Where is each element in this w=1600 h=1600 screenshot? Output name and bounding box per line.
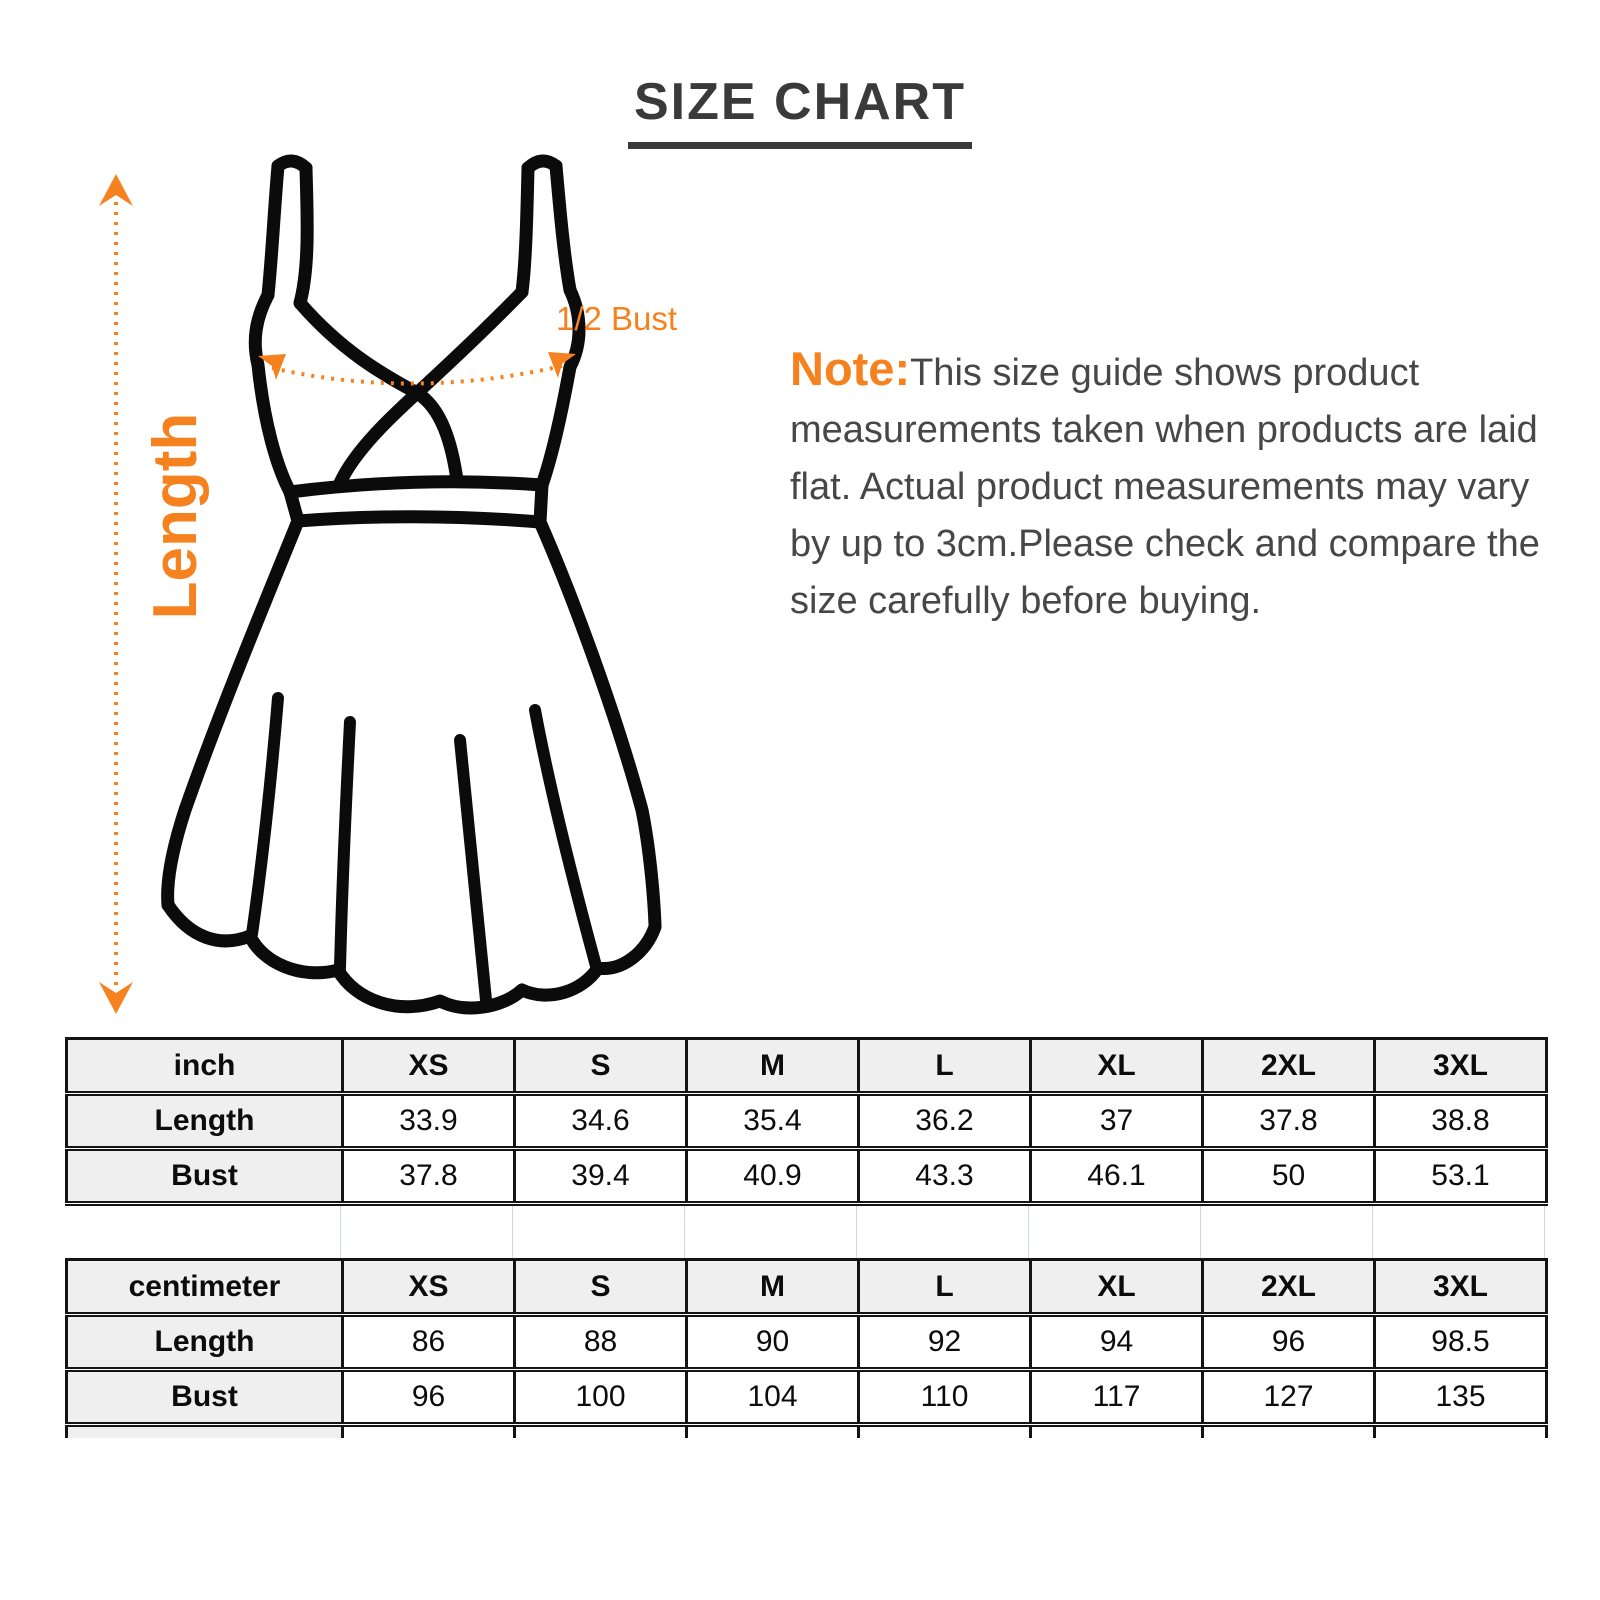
value-cell: 53.1 bbox=[1375, 1149, 1547, 1204]
value-cell: 39.4 bbox=[515, 1149, 687, 1204]
value-cell: 34.6 bbox=[515, 1094, 687, 1149]
size-header-cell: L bbox=[859, 1039, 1031, 1094]
note-body: This size guide shows product measurements taken when products are laid flat. Actual product measurements may vary by up to 3cm.Please check and compare the size carefully before buying. bbox=[790, 352, 1540, 622]
table-row bbox=[67, 1370, 1547, 1425]
size-table-inch bbox=[65, 1037, 1548, 1206]
size-header-cell: XL bbox=[1031, 1039, 1203, 1094]
value-cell: 110 bbox=[859, 1370, 1031, 1425]
value-cell: 86 bbox=[343, 1315, 515, 1370]
value-cell: 92 bbox=[859, 1315, 1031, 1370]
value-cell: 33.9 bbox=[343, 1094, 515, 1149]
value-cell: 88 bbox=[515, 1315, 687, 1370]
table-row bbox=[67, 1315, 1547, 1370]
note-text bbox=[790, 340, 1552, 630]
row-label-cell: Length bbox=[67, 1315, 343, 1370]
value-cell: 96 bbox=[1203, 1315, 1375, 1370]
unit-header-cell: centimeter bbox=[67, 1260, 343, 1315]
length-arrow-icon bbox=[95, 168, 139, 1020]
size-header-cell: L bbox=[859, 1260, 1031, 1315]
value-cell: 43.3 bbox=[859, 1149, 1031, 1204]
arrow-down-icon bbox=[99, 982, 133, 1014]
value-cell: 37 bbox=[1031, 1094, 1203, 1149]
bust-label: 1/2 Bust bbox=[556, 300, 678, 337]
note-prefix: Note: bbox=[790, 342, 911, 395]
unit-header-cell: inch bbox=[67, 1039, 343, 1094]
value-cell: 37.8 bbox=[343, 1149, 515, 1204]
value-cell: 98.5 bbox=[1375, 1315, 1547, 1370]
size-header-cell: M bbox=[687, 1260, 859, 1315]
value-cell: 38.8 bbox=[1375, 1094, 1547, 1149]
row-label-cell: Length bbox=[67, 1094, 343, 1149]
size-header-cell: XS bbox=[343, 1039, 515, 1094]
table-gap-row bbox=[65, 1206, 1545, 1258]
row-label-cell: Bust bbox=[67, 1370, 343, 1425]
size-header-cell: S bbox=[515, 1039, 687, 1094]
length-label: Length bbox=[141, 412, 210, 620]
size-table-centimeter bbox=[65, 1258, 1548, 1438]
value-cell: 117 bbox=[1031, 1370, 1203, 1425]
size-header-cell: 2XL bbox=[1203, 1039, 1375, 1094]
value-cell: 50 bbox=[1203, 1149, 1375, 1204]
size-table-centimeter-container bbox=[65, 1258, 1545, 1438]
bust-arrow-icon bbox=[258, 352, 576, 384]
arrow-up-icon bbox=[99, 174, 133, 206]
row-label-cell: Bust bbox=[67, 1149, 343, 1204]
value-cell: 36.2 bbox=[859, 1094, 1031, 1149]
table-cutoff-row bbox=[67, 1425, 1547, 1438]
gap-gridline bbox=[65, 1206, 341, 1258]
page-title: SIZE CHART bbox=[628, 72, 972, 149]
value-cell: 40.9 bbox=[687, 1149, 859, 1204]
value-cell: 96 bbox=[343, 1370, 515, 1425]
value-cell: 104 bbox=[687, 1370, 859, 1425]
size-header-cell: 2XL bbox=[1203, 1260, 1375, 1315]
table-header-row bbox=[67, 1039, 1547, 1094]
value-cell: 135 bbox=[1375, 1370, 1547, 1425]
size-tables bbox=[65, 1037, 1545, 1438]
size-header-cell: XL bbox=[1031, 1260, 1203, 1315]
size-header-cell: 3XL bbox=[1375, 1039, 1547, 1094]
size-header-cell: XS bbox=[343, 1260, 515, 1315]
size-table-inch-container bbox=[65, 1037, 1545, 1206]
table-header-row bbox=[67, 1260, 1547, 1315]
size-header-cell: S bbox=[515, 1260, 687, 1315]
table-row bbox=[67, 1094, 1547, 1149]
dress-diagram bbox=[150, 150, 770, 1030]
value-cell: 94 bbox=[1031, 1315, 1203, 1370]
table-row bbox=[67, 1149, 1547, 1204]
value-cell: 127 bbox=[1203, 1370, 1375, 1425]
value-cell: 46.1 bbox=[1031, 1149, 1203, 1204]
value-cell: 90 bbox=[687, 1315, 859, 1370]
size-header-cell: 3XL bbox=[1375, 1260, 1547, 1315]
value-cell: 35.4 bbox=[687, 1094, 859, 1149]
value-cell: 37.8 bbox=[1203, 1094, 1375, 1149]
size-header-cell: M bbox=[687, 1039, 859, 1094]
value-cell: 100 bbox=[515, 1370, 687, 1425]
